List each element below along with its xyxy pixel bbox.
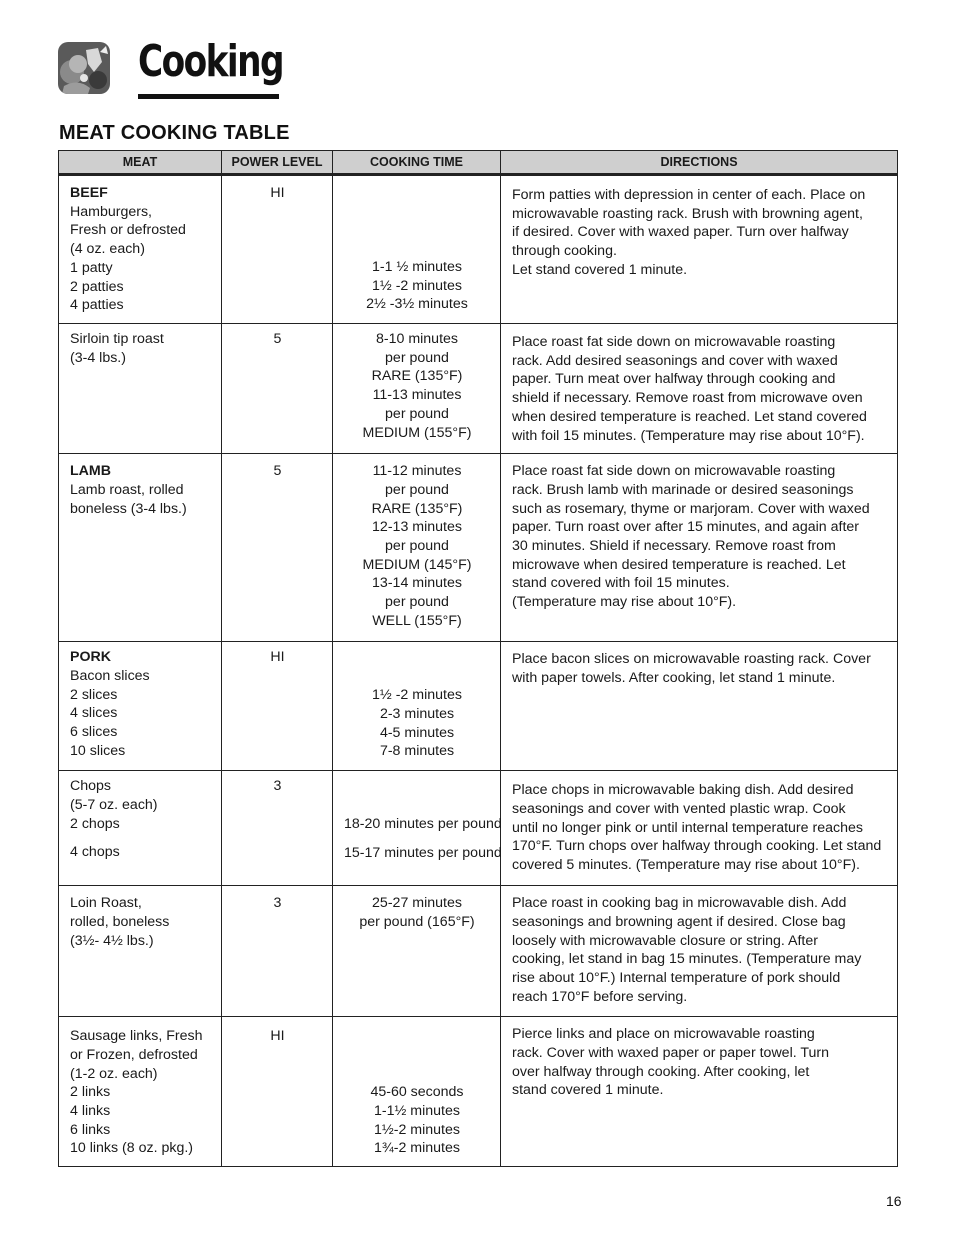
directions-line: shield if necessary. Remove roast from microwave oven bbox=[512, 390, 863, 407]
meat-category: BEEF bbox=[70, 185, 108, 201]
time-line: 1½-2 minutes bbox=[374, 1121, 460, 1138]
meat-line: 10 links (8 oz. pkg.) bbox=[70, 1140, 194, 1157]
directions-line: reach 170°F before serving. bbox=[512, 988, 688, 1005]
power-level-cell: 3 bbox=[222, 771, 333, 886]
directions-line: over halfway through cooking. After cooking, let bbox=[512, 1063, 810, 1080]
directions-cell bbox=[501, 454, 898, 642]
meat-category: LAMB bbox=[70, 463, 111, 480]
cooking-time-cell bbox=[333, 1017, 501, 1167]
time-line: 2-3 minutes bbox=[379, 705, 455, 722]
directions-cell bbox=[501, 1017, 898, 1167]
directions-line: through cooking. bbox=[512, 243, 617, 260]
column-header-cooking-time: COOKING TIME bbox=[333, 151, 501, 175]
power-level-cell: 3 bbox=[222, 886, 333, 1017]
directions-line: Place roast in cooking bag in microwavable dish. Add bbox=[512, 895, 847, 912]
table-row bbox=[59, 175, 898, 324]
meat-line: Lamb roast, rolled bbox=[70, 481, 184, 498]
table-header-row bbox=[59, 151, 898, 175]
meat-cell bbox=[59, 175, 222, 324]
directions-line: Place roast fat side down on microwavable roasting bbox=[512, 334, 836, 350]
meat-line: 6 links bbox=[70, 1121, 111, 1138]
column-header-power-level: POWER LEVEL bbox=[222, 151, 333, 175]
time-line: 13-14 minutes bbox=[372, 575, 462, 592]
directions-line: 170°F. Turn chops over halfway through cooking. Let stand bbox=[512, 838, 882, 855]
meat-line: boneless (3-4 lbs.) bbox=[70, 500, 187, 517]
directions-line: paper. Turn meat over halfway through cooking and bbox=[512, 371, 836, 388]
time-line: per pound bbox=[385, 594, 449, 611]
directions-line: such as rosemary, thyme or marjoram. Cover with waxed bbox=[512, 500, 870, 517]
time-line: MEDIUM (145°F) bbox=[362, 556, 472, 573]
directions-line: until no longer pink or until internal temperature reaches bbox=[512, 819, 863, 836]
directions-line: 30 minutes. Shield if necessary. Remove roast from bbox=[512, 538, 836, 555]
meat-line: Loin Roast, bbox=[70, 895, 142, 912]
directions-line: covered 5 minutes. (Temperature may rise about 10°F). bbox=[512, 857, 860, 874]
time-line: RARE (135°F) bbox=[371, 368, 463, 385]
power-level-cell: HI bbox=[222, 175, 333, 324]
time-line: 12-13 minutes bbox=[372, 519, 462, 536]
time-line: per pound (165°F) bbox=[359, 913, 475, 930]
cooking-time-cell bbox=[333, 454, 501, 642]
spacer bbox=[344, 834, 490, 844]
meat-cell bbox=[59, 886, 222, 1017]
time-line: per pound bbox=[385, 349, 449, 366]
time-line: 1-1½ minutes bbox=[374, 1102, 460, 1119]
meat-line: 2 patties bbox=[70, 278, 124, 295]
directions-line: loosely with microwavable closure or string. After bbox=[512, 932, 818, 949]
table-row bbox=[59, 886, 898, 1017]
directions-line: stand covered with foil 15 minutes. bbox=[512, 575, 730, 592]
time-line: per pound bbox=[385, 481, 449, 498]
table-row bbox=[59, 771, 898, 886]
directions-line: cooking, let stand in bag 15 minutes. (Temperature may bbox=[512, 951, 862, 968]
meat-line: (4 oz. each) bbox=[70, 241, 145, 258]
time-line: 11-13 minutes bbox=[372, 387, 462, 404]
page-header bbox=[58, 36, 318, 102]
time-line: 11-12 minutes bbox=[372, 463, 462, 480]
directions-line: rise about 10°F.) Internal temperature of pork should bbox=[512, 970, 841, 987]
cooking-time-cell bbox=[333, 642, 501, 771]
meat-line: 2 links bbox=[70, 1084, 111, 1101]
column-header-meat: MEAT bbox=[59, 151, 222, 175]
directions-line: with foil 15 minutes. (Temperature may rise about 10°F). bbox=[512, 427, 865, 444]
directions-cell bbox=[501, 771, 898, 886]
time-line: 4-5 minutes bbox=[379, 724, 455, 741]
meat-line: or Frozen, defrosted bbox=[70, 1046, 198, 1063]
meat-line: (1-2 oz. each) bbox=[70, 1065, 158, 1082]
cooking-time-cell bbox=[333, 886, 501, 1017]
directions-line: seasonings and cover with vented plastic wrap. Cook bbox=[512, 800, 846, 817]
power-level-cell: HI bbox=[222, 642, 333, 771]
section-title: MEAT COOKING TABLE bbox=[59, 122, 290, 144]
meat-cell bbox=[59, 324, 222, 454]
directions-line: Pierce links and place on microwavable roasting bbox=[512, 1026, 815, 1043]
meat-line: 10 slices bbox=[70, 742, 126, 759]
directions-line: Let stand covered 1 minute. bbox=[512, 261, 688, 278]
time-line: 15-17 minutes per pound bbox=[344, 844, 502, 861]
meat-line: Sausage links, Fresh bbox=[70, 1028, 203, 1045]
directions-cell bbox=[501, 324, 898, 454]
meat-cell bbox=[59, 771, 222, 886]
time-line: 1½ -2 minutes bbox=[372, 687, 462, 704]
time-line: 1¾-2 minutes bbox=[374, 1140, 460, 1157]
meat-line: Fresh or defrosted bbox=[70, 222, 186, 239]
time-line: 45-60 seconds bbox=[370, 1084, 464, 1101]
meat-cell bbox=[59, 454, 222, 642]
directions-line: Place roast fat side down on microwavable roasting bbox=[512, 463, 836, 480]
meat-line: 4 links bbox=[70, 1103, 111, 1120]
time-line: 25-27 minutes bbox=[372, 895, 462, 912]
meat-line: Hamburgers, bbox=[70, 203, 153, 220]
directions-line: Place bacon slices on microwavable roasting rack. Cover bbox=[512, 651, 871, 668]
directions-line: microwavable roasting rack. Brush with browning agent, bbox=[512, 205, 863, 222]
directions-line: rack. Cover with waxed paper or paper towel. Turn bbox=[512, 1044, 830, 1061]
table-row bbox=[59, 642, 898, 771]
meat-line: 1 patty bbox=[70, 259, 113, 276]
column-header-directions: DIRECTIONS bbox=[501, 151, 898, 175]
directions-line: rack. Add desired seasonings and cover with waxed bbox=[512, 352, 838, 369]
title-underline bbox=[138, 94, 279, 99]
meat-line: 4 patties bbox=[70, 297, 124, 314]
directions-line: when desired temperature is reached. Let stand covered bbox=[512, 408, 867, 425]
power-level-cell: HI bbox=[222, 1017, 333, 1167]
time-line: 2½ -3½ minutes bbox=[366, 296, 468, 313]
meat-category: PORK bbox=[70, 649, 111, 666]
power-level-cell: 5 bbox=[222, 454, 333, 642]
power-level-cell: 5 bbox=[222, 324, 333, 454]
spacer bbox=[70, 833, 211, 843]
meat-line: 2 slices bbox=[70, 686, 118, 703]
directions-line: paper. Turn roast over after 15 minutes, and again after bbox=[512, 519, 860, 536]
time-line: 7-8 minutes bbox=[379, 743, 455, 760]
table-row bbox=[59, 1017, 898, 1167]
meat-line: 6 slices bbox=[70, 724, 118, 741]
time-line: 8-10 minutes bbox=[375, 331, 458, 347]
time-line: MEDIUM (155°F) bbox=[362, 424, 472, 441]
directions-line: microwave when desired temperature is reached. Let bbox=[512, 556, 846, 573]
meat-line: Chops bbox=[70, 778, 112, 795]
meat-line: 2 chops bbox=[70, 815, 120, 832]
page-number: 16 bbox=[886, 1193, 902, 1209]
directions-line: (Temperature may rise about 10°F). bbox=[512, 594, 737, 611]
directions-line: Form patties with depression in center of each. Place on bbox=[512, 187, 866, 203]
table-row bbox=[59, 454, 898, 642]
directions-cell bbox=[501, 642, 898, 771]
time-line: RARE (135°F) bbox=[371, 500, 463, 517]
meat-line: Bacon slices bbox=[70, 667, 150, 684]
meat-cooking-table bbox=[58, 150, 898, 1167]
cooking-time-cell bbox=[333, 324, 501, 454]
time-line: per pound bbox=[385, 538, 449, 555]
meat-cell bbox=[59, 1017, 222, 1167]
meat-line: (3-4 lbs.) bbox=[70, 349, 126, 366]
time-line: 1-1 ½ minutes bbox=[372, 259, 462, 275]
cooking-time-cell bbox=[333, 175, 501, 324]
time-line: 1½ -2 minutes bbox=[372, 277, 462, 294]
directions-line: rack. Brush lamb with marinade or desired seasonings bbox=[512, 481, 854, 498]
time-line: 18-20 minutes per pound bbox=[344, 816, 502, 833]
meat-line: (5-7 oz. each) bbox=[70, 796, 158, 813]
directions-line: if desired. Cover with waxed paper. Turn over halfway bbox=[512, 224, 849, 241]
meat-line: rolled, boneless bbox=[70, 913, 170, 930]
directions-cell bbox=[501, 886, 898, 1017]
directions-line: stand covered 1 minute. bbox=[512, 1082, 664, 1099]
page-title: Cooking bbox=[138, 36, 284, 87]
cooking-photo-icon bbox=[58, 42, 110, 94]
time-line: per pound bbox=[385, 405, 449, 422]
meat-line: Sirloin tip roast bbox=[70, 331, 164, 347]
directions-line: with paper towels. After cooking, let stand 1 minute. bbox=[512, 669, 836, 686]
time-line: WELL (155°F) bbox=[372, 612, 462, 629]
meat-line: 4 slices bbox=[70, 705, 118, 722]
meat-line: (3½- 4½ lbs.) bbox=[70, 932, 154, 949]
directions-cell bbox=[501, 175, 898, 324]
directions-line: Place chops in microwavable baking dish. Add desired bbox=[512, 782, 854, 799]
table-row bbox=[59, 324, 898, 454]
directions-line: seasonings and browning agent if desired. Close bag bbox=[512, 913, 846, 930]
meat-cell bbox=[59, 642, 222, 771]
cooking-time-cell bbox=[333, 771, 501, 886]
meat-line: 4 chops bbox=[70, 844, 120, 861]
